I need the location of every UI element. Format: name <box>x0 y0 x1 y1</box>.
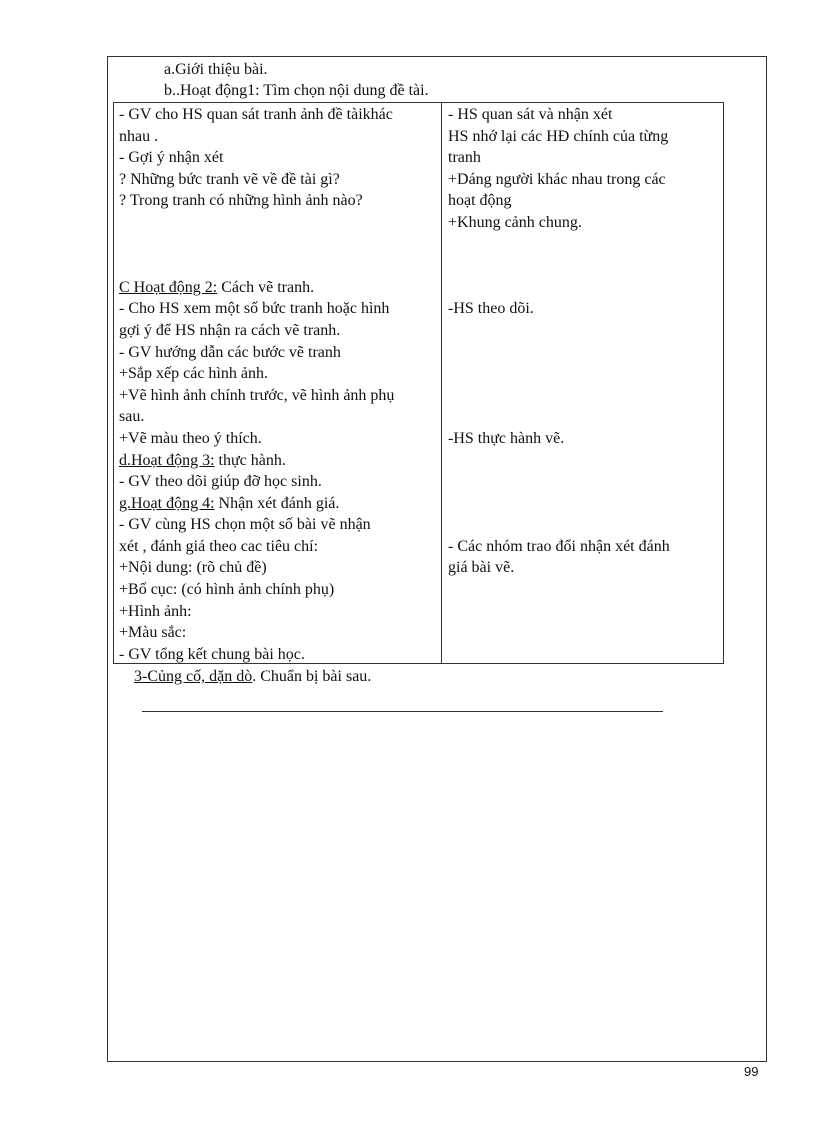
right-blank-line <box>448 514 720 536</box>
right-blank-line <box>448 493 720 515</box>
left-line: - GV hướng dẫn các bước vẽ tranh <box>119 343 341 361</box>
right-blank-line <box>448 385 720 407</box>
closing-text: . Chuẩn bị bài sau. <box>252 668 372 685</box>
left-line: - Cho HS xem một số bức tranh hoặc hình <box>119 300 390 318</box>
student-activities-column <box>448 104 720 579</box>
activity-2-label: C Hoạt động 2: <box>119 278 218 296</box>
left-line: - GV tổng kết chung bài học. <box>119 645 305 663</box>
right-line: -HS thực hành vẽ. <box>448 429 565 447</box>
activity-2-heading <box>119 277 439 299</box>
right-blank-line <box>448 471 720 493</box>
right-blank-line <box>448 450 720 472</box>
left-line: +Bố cục: (có hình ảnh chính phụ) <box>119 581 335 599</box>
right-line: HS nhớ lại các HĐ chính của từng <box>448 127 669 145</box>
column-divider <box>441 103 442 663</box>
left-blank-line <box>119 255 439 277</box>
left-line: - GV cùng HS chọn một số bài vẽ nhận <box>119 516 371 534</box>
closing-label: 3-Củng cố, dặn dò <box>134 668 253 685</box>
right-blank-line <box>448 277 720 299</box>
right-blank-line <box>448 255 720 277</box>
left-line: - GV cho HS quan sát tranh ảnh đề tàikhác <box>119 106 393 123</box>
left-line: +Vẽ hình ảnh chính trước, vẽ hình ảnh phụ <box>119 386 395 404</box>
activity-3-text: thực hành. <box>214 451 286 469</box>
activity-2-text: Cách vẽ tranh. <box>217 278 315 296</box>
left-line: ? Những bức tranh vẽ về đề tài gì? <box>119 170 340 188</box>
right-line: hoạt động <box>448 192 512 210</box>
left-line: ? Trong tranh có những hình ảnh nào? <box>119 192 363 210</box>
page-number: 99 <box>744 1064 759 1079</box>
left-line: +Màu sắc: <box>119 624 187 642</box>
activity-4-label: g.Hoạt động 4: <box>119 494 215 512</box>
left-line: nhau . <box>119 127 159 145</box>
activity-4-heading <box>119 493 439 515</box>
left-line: sau. <box>119 408 145 426</box>
right-blank-line <box>448 234 720 256</box>
right-line: +Khung cảnh chung. <box>448 213 582 231</box>
right-blank-line <box>448 342 720 364</box>
right-blank-line <box>448 406 720 428</box>
activity-4-text: Nhận xét đánh giá. <box>214 494 340 512</box>
left-line: +Hình ảnh: <box>119 602 192 620</box>
left-blank-line <box>119 234 439 256</box>
activity-3-label: d.Hoạt động 3: <box>119 451 215 469</box>
activity-3-heading <box>119 450 439 472</box>
horizontal-rule <box>142 711 663 712</box>
closing-line <box>134 666 371 687</box>
left-line: +Vẽ màu theo ý thích. <box>119 429 262 447</box>
right-line: +Dáng người khác nhau trong các <box>448 170 666 188</box>
left-line: xét , đánh giá theo cac tiêu chí: <box>119 537 319 555</box>
right-line: - HS quan sát và nhận xét <box>448 106 613 123</box>
right-line: tranh <box>448 149 481 167</box>
right-blank-line <box>448 363 720 385</box>
left-line: +Sắp xếp các hình ảnh. <box>119 365 268 383</box>
lesson-table <box>113 102 724 664</box>
right-blank-line <box>448 320 720 342</box>
intro-line-b: b..Hoạt động1: Tìm chọn nội dung đề tài. <box>164 82 429 99</box>
left-line: gợi ý để HS nhận ra cách vẽ tranh. <box>119 321 341 339</box>
intro-line-a: a.Giới thiệu bài. <box>164 61 268 78</box>
left-line: +Nội dung: (rõ chủ đề) <box>119 559 267 577</box>
right-line: -HS theo dõi. <box>448 300 534 318</box>
teacher-activities-column <box>119 104 439 665</box>
left-line: - Gợi ý nhận xét <box>119 149 224 167</box>
left-blank-line <box>119 212 439 234</box>
right-line: - Các nhóm trao đổi nhận xét đánh <box>448 537 670 555</box>
left-line: - GV theo dõi giúp đỡ học sinh. <box>119 473 322 491</box>
right-line: giá bài vẽ. <box>448 559 515 577</box>
